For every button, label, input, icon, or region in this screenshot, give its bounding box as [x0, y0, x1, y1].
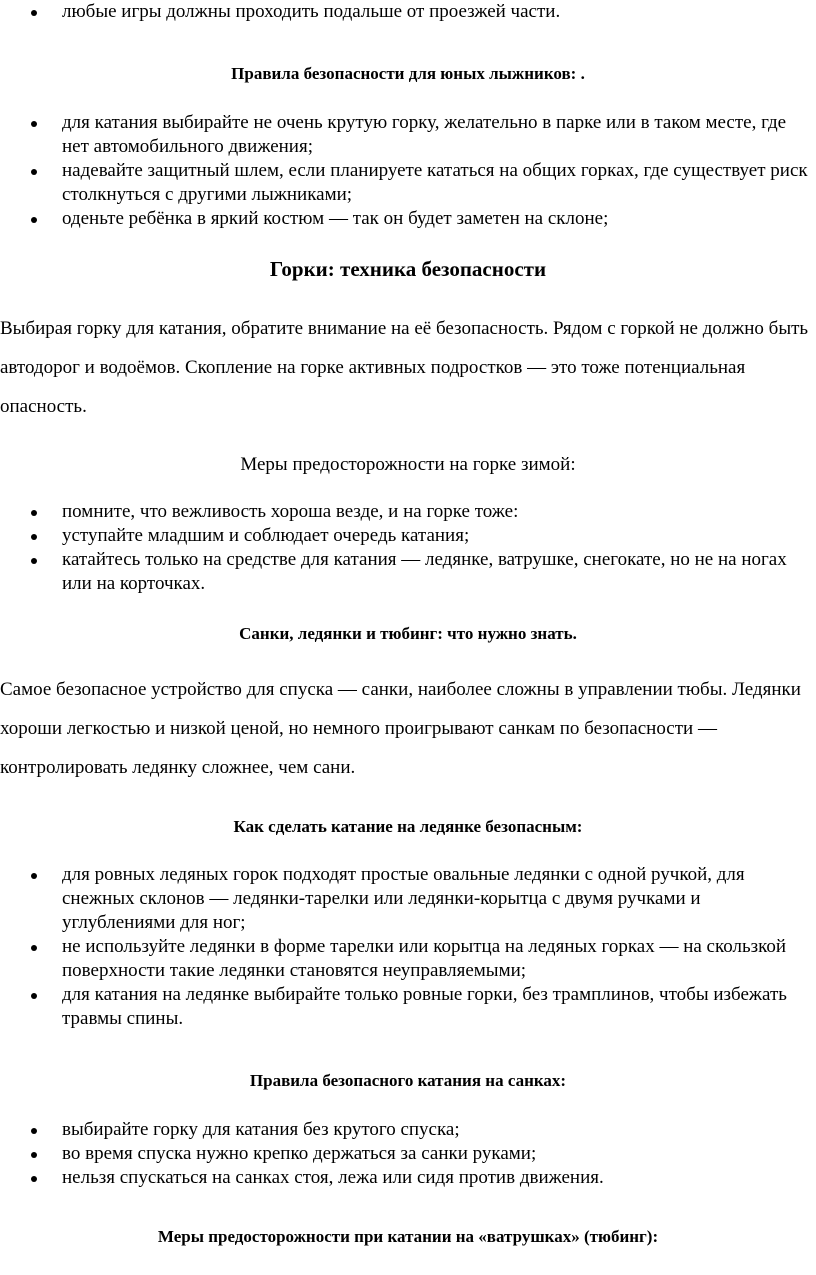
bullet-icon	[31, 534, 37, 540]
tubing-heading: Меры предосторожности при катании на «ватрушках» (тюбинг):	[157, 1227, 659, 1246]
precautions-heading: Меры предосторожности на горке зимой:	[240, 454, 576, 475]
list-item: катайтесь только на средстве для катания — ледянке, ватрушке, снегокате, но не на ногах или на корточках.	[0, 548, 816, 596]
list-item: для ровных ледяных горок подходят простые овальные ледянки с одной ручкой, для снежных склонов — ледянки-тарелки или ледянки-корытца с двумя ручками и углублениями для ног;	[0, 863, 816, 935]
bullet-icon	[31, 217, 37, 223]
list-item: во время спуска нужно крепко держаться за санки руками;	[0, 1142, 816, 1166]
bullet-icon	[31, 10, 37, 16]
list-item: надевайте защитный шлем, если планируете кататься на общих горках, где существует риск столкнуться с другими лыжниками;	[0, 159, 816, 207]
hills-paragraph: Выбирая горку для катания, обратите внимание на её безопасность. Рядом с горкой не должно быть автодорог и водоёмов. Скопление на горке активных подростков — это тоже потенциальная опасность.	[0, 318, 809, 417]
list-item: нельзя спускаться на санках стоя, лежа или сидя против движения.	[0, 1166, 816, 1190]
bullet-list-precautions	[0, 500, 816, 596]
bullet-icon	[31, 1176, 37, 1182]
list-item: помните, что вежливость хороша везде, и на горке тоже:	[0, 500, 816, 524]
list-item: не используйте ледянки в форме тарелки или корытца на ледяных горках — на скользкой поверхности такие ледянки становятся неуправляемыми;	[0, 935, 816, 983]
list-item: любые игры должны проходить подальше от проезжей части.	[0, 0, 816, 24]
bullet-icon	[31, 873, 37, 879]
bullet-list-sledding	[0, 1118, 816, 1190]
bullet-list-top	[0, 0, 816, 24]
list-item: для катания на ледянке выбирайте только ровные горки, без трамплинов, чтобы избежать травмы спины.	[0, 983, 816, 1031]
sleds-heading: Санки, ледянки и тюбинг: что нужно знать.	[239, 624, 577, 643]
list-item: уступайте младшим и соблюдает очередь катания;	[0, 524, 816, 548]
bullet-icon	[31, 1152, 37, 1158]
skiers-heading: Правила безопасности для юных лыжников: .	[231, 64, 585, 83]
bullet-icon	[31, 169, 37, 175]
bullet-list-ice	[0, 863, 816, 1031]
list-item: для катания выбирайте не очень крутую горку, желательно в парке или в таком месте, где нет автомобильного движения;	[0, 111, 816, 159]
bullet-icon	[31, 121, 37, 127]
bullet-icon	[31, 993, 37, 999]
bullet-list-skiers	[0, 111, 816, 231]
hills-title: Горки: техника безопасности	[269, 257, 547, 281]
bullet-icon	[31, 558, 37, 564]
bullet-icon	[31, 510, 37, 516]
sleds-paragraph: Самое безопасное устройство для спуска — санки, наиболее сложны в управлении тюбы. Ледянки хороши легкостью и низкой ценой, но немного проигрывают санкам по безопасности — контролировать ледянку сложнее, чем сани.	[0, 679, 801, 778]
list-item: выбирайте горку для катания без крутого спуска;	[0, 1118, 816, 1142]
ice-heading: Как сделать катание на ледянке безопасным:	[233, 817, 583, 836]
sledding-heading: Правила безопасного катания на санках:	[249, 1071, 567, 1090]
bullet-icon	[31, 945, 37, 951]
list-item: оденьте ребёнка в яркий костюм — так он будет заметен на склоне;	[0, 207, 816, 231]
bullet-icon	[31, 1128, 37, 1134]
